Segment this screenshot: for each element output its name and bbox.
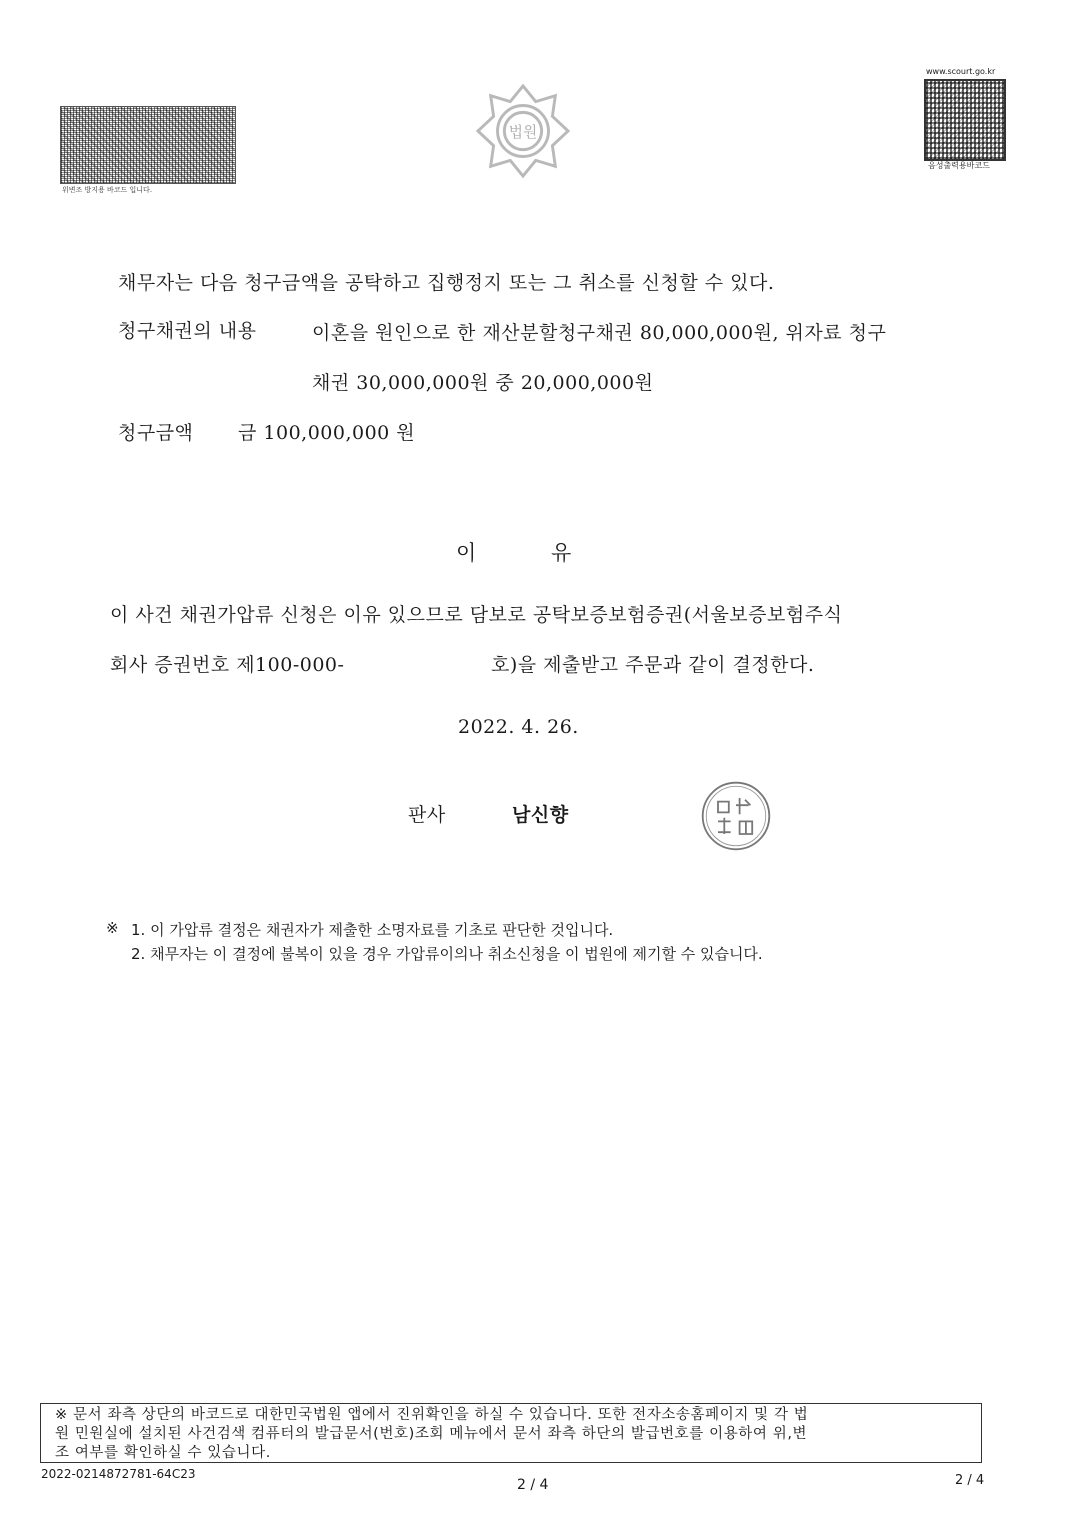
decision-date: 2022. 4. 26. bbox=[458, 716, 579, 738]
page-number-center: 2 / 4 bbox=[517, 1477, 549, 1493]
page-number-right: 2 / 4 bbox=[955, 1473, 985, 1488]
verification-notice-box bbox=[40, 1403, 982, 1463]
court-seal-logo bbox=[474, 82, 572, 180]
notes-mark: ※ bbox=[106, 919, 119, 937]
claim-amount-value: 금 100,000,000 원 bbox=[238, 422, 416, 444]
notice-line-2: 원 민원실에 설치된 사건검색 컴퓨터의 발급문서(번호)조회 메뉴에서 문서 좌측 하단의 발급번호를 이용하여 위,변 bbox=[55, 1426, 808, 1442]
judge-label: 판사 bbox=[408, 804, 446, 826]
reason-title-first: 이 bbox=[456, 541, 479, 565]
judge-seal-stamp bbox=[700, 780, 772, 852]
judge-name: 남신향 bbox=[512, 804, 569, 826]
notice-line-3: 조 여부를 확인하실 수 있습니다. bbox=[55, 1445, 271, 1461]
claim-amount-label: 청구금액 bbox=[118, 422, 194, 444]
claim-content-line2: 채권 30,000,000원 중 20,000,000원 bbox=[312, 372, 654, 394]
reason-line2-part1: 회사 증권번호 제100-000- bbox=[110, 654, 345, 676]
reason-line1: 이 사건 채권가압류 신청은 이유 있으므로 담보로 공탁보증보험증권(서울보증보험주식 bbox=[110, 604, 843, 626]
notice-line-1: ※ 문서 좌측 상단의 바코드로 대한민국법원 앱에서 진위확인을 하실 수 있습니다. 또한 전자소송홈페이지 및 각 법 bbox=[55, 1407, 809, 1423]
note-1: 1. 이 가압류 결정은 채권자가 제출한 소명자료를 기초로 판단한 것입니다. bbox=[131, 921, 614, 939]
seal-text: 법원 bbox=[508, 123, 538, 141]
qr-caption: 음성출력용바코드 bbox=[928, 161, 990, 170]
issue-number: 2022-0214872781-64C23 bbox=[41, 1467, 196, 1481]
anti-forgery-barcode bbox=[60, 106, 236, 184]
barcode-caption: 위변조 방지용 바코드 입니다. bbox=[62, 186, 153, 194]
claim-content-line1: 이혼을 원인으로 한 재산분할청구채권 80,000,000원, 위자료 청구 bbox=[312, 322, 887, 344]
deposit-sentence: 채무자는 다음 청구금액을 공탁하고 집행정지 또는 그 취소를 신청할 수 있다. bbox=[118, 272, 775, 294]
claim-content-label: 청구채권의 내용 bbox=[118, 320, 257, 342]
note-2: 2. 채무자는 이 결정에 불복이 있을 경우 가압류이의나 취소신청을 이 법원에 제기할 수 있습니다. bbox=[131, 945, 763, 963]
reason-line2-part2: 호)을 제출받고 주문과 같이 결정한다. bbox=[491, 654, 815, 676]
reason-title-second: 유 bbox=[551, 541, 574, 565]
qr-url: www.scourt.go.kr bbox=[926, 67, 996, 76]
voice-output-barcode bbox=[924, 79, 1006, 161]
